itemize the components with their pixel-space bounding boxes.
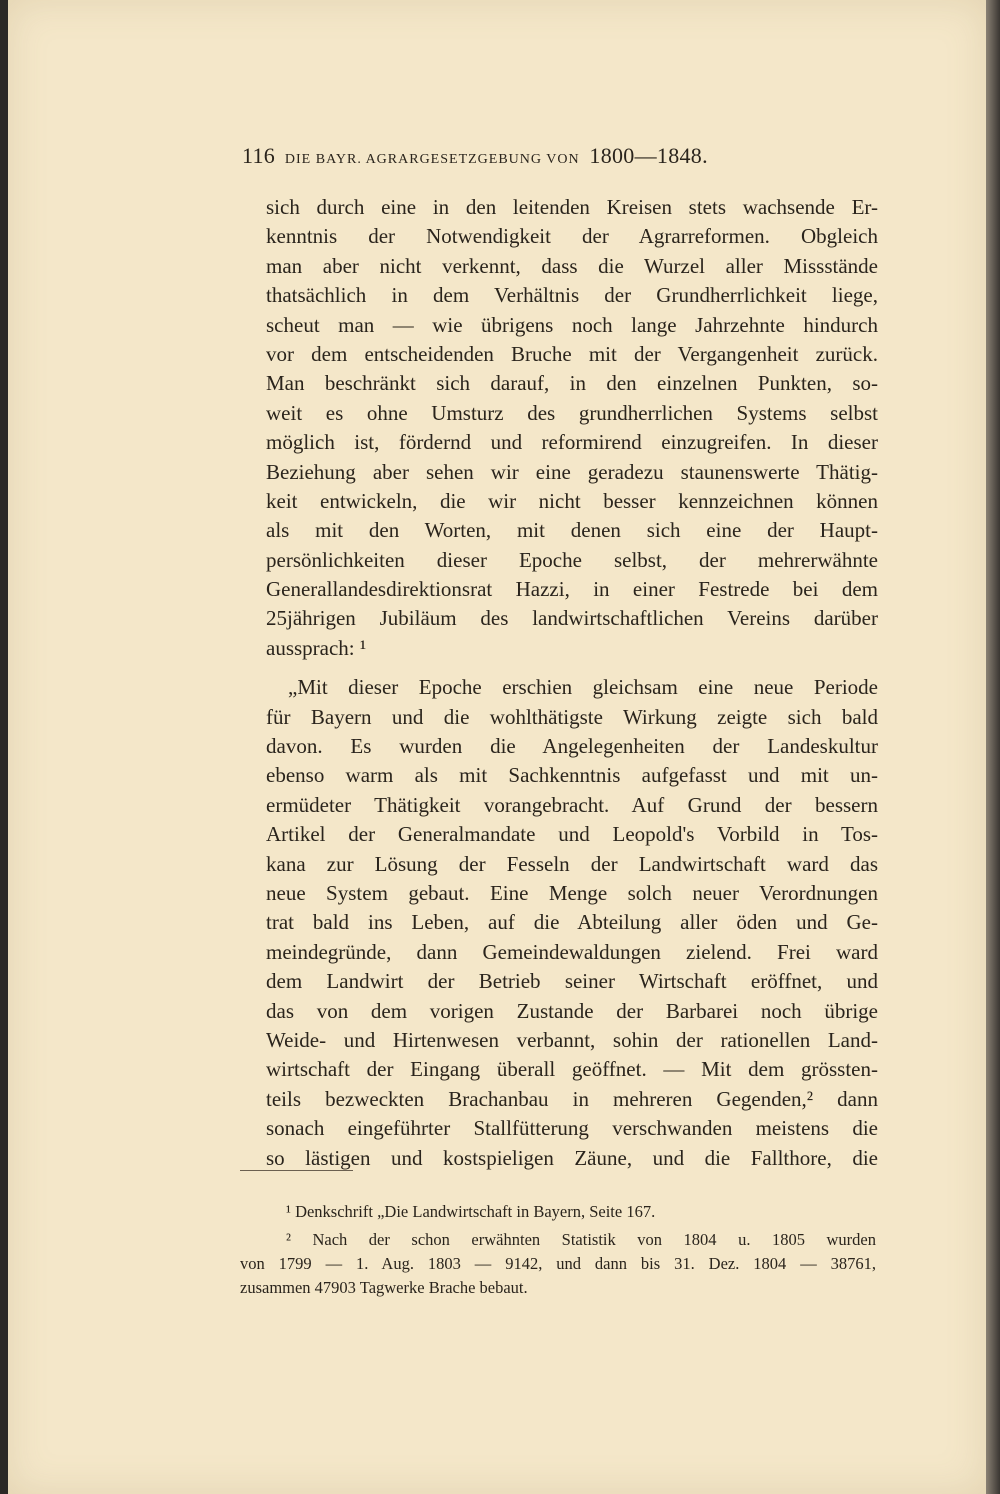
text-line: 25jährigen Jubiläum des landwirtschaftlichen Vereins darüber [266, 606, 878, 631]
page-edge [986, 0, 1000, 1494]
quote-line: ermüdeter Thätigkeit vorangebracht. Auf Grund der bessern [266, 792, 878, 817]
quote-line: dem Landwirt der Betrieb seiner Wirtschaft eröffnet, und [266, 969, 878, 994]
text-line: weit es ohne Umsturz des grundherrlichen Systems selbst [266, 400, 878, 425]
body-text [266, 193, 878, 1173]
text-line: man aber nicht verkennt, dass die Wurzel aller Missstände [266, 253, 878, 278]
text-line: aussprach: ¹ [266, 635, 367, 660]
quote-line: Weide- und Hirtenwesen verbannt, sohin der rationellen Land- [266, 1027, 878, 1052]
quote-line: das von dem vorigen Zustande der Barbarei noch übrige [266, 998, 878, 1023]
quote-line: davon. Es wurden die Angelegenheiten der Landeskultur [266, 734, 878, 759]
text-line: keit entwickeln, die wir nicht besser kennzeichnen können [266, 488, 878, 513]
text-line: möglich ist, fördernd und reformirend einzugreifen. In dieser [266, 430, 878, 455]
running-header [242, 143, 862, 169]
running-title: DIE BAYR. AGRARGESETZGEBUNG VON [284, 152, 580, 167]
quote-line: neue System gebaut. Eine Menge solch neuer Verordnungen [266, 880, 878, 905]
footnote-rule [240, 1170, 353, 1171]
quote-line: trat bald ins Leben, auf die Abteilung aller öden und Ge- [266, 910, 878, 935]
text-line: als mit den Worten, mit denen sich eine der Haupt- [266, 518, 878, 543]
footnote-2-line: zusammen 47903 Tagwerke Brache bebaut. [240, 1278, 528, 1297]
text-line: vor dem entscheidenden Bruche mit der Vergangenheit zurück. [266, 341, 878, 366]
footnote-2-line: ² Nach der schon erwähnten Statistik von 1804 u. 1805 wurden [286, 1230, 876, 1249]
quote-line: teils bezweckten Brachanbau in mehreren Gegenden,² dann [266, 1086, 878, 1111]
book-page [8, 0, 986, 1494]
quote-line: sonach eingeführter Stallfütterung verschwanden meistens die [266, 1116, 878, 1141]
quote-line: Artikel der Generalmandate und Leopold's Vorbild in Tos- [266, 822, 878, 847]
text-line: Beziehung aber sehen wir eine geradezu staunenswerte Thätig- [266, 459, 878, 484]
running-years: 1800—1848. [589, 143, 708, 168]
footnotes [240, 1200, 876, 1300]
text-line: scheut man — wie übrigens noch lange Jahrzehnte hindurch [266, 312, 878, 337]
quote-line: für Bayern und die wohlthätigste Wirkung zeigte sich bald [266, 704, 878, 729]
footnote-1: ¹ Denkschrift „Die Landwirtschaft in Bayern, Seite 167. [286, 1202, 656, 1221]
page-number: 116 [242, 143, 276, 168]
quote-line: ebenso warm als mit Sachkenntnis aufgefasst und mit un- [266, 763, 878, 788]
text-line: sich durch eine in den leitenden Kreisen stets wachsende Er- [266, 195, 878, 219]
footnote-2-line: von 1799 — 1. Aug. 1803 — 9142, und dann bis 31. Dez. 1804 — 38761, [240, 1254, 876, 1273]
quote-line: so lästigen und kostspieligen Zäune, und die Fallthore, die [266, 1145, 878, 1170]
quote-line: kana zur Lösung der Fesseln der Landwirtschaft ward das [266, 851, 878, 876]
text-line: persönlichkeiten dieser Epoche selbst, der mehrerwähnte [266, 547, 878, 572]
text-line: Generallandesdirektionsrat Hazzi, in einer Festrede bei dem [266, 577, 878, 602]
text-line: thatsächlich in dem Verhältnis der Grundherrlichkeit liege, [266, 283, 878, 308]
quote-line: meindegründe, dann Gemeindewaldungen zielend. Frei ward [266, 939, 878, 964]
text-line: Man beschränkt sich darauf, in den einzelnen Punkten, so- [266, 371, 878, 396]
quote-line: wirtschaft der Eingang überall geöffnet. — Mit dem grössten- [266, 1057, 878, 1082]
quote-line: „Mit dieser Epoche erschien gleichsam eine neue Periode [288, 675, 878, 700]
text-line: kenntnis der Notwendigkeit der Agrarreformen. Obgleich [266, 224, 878, 249]
